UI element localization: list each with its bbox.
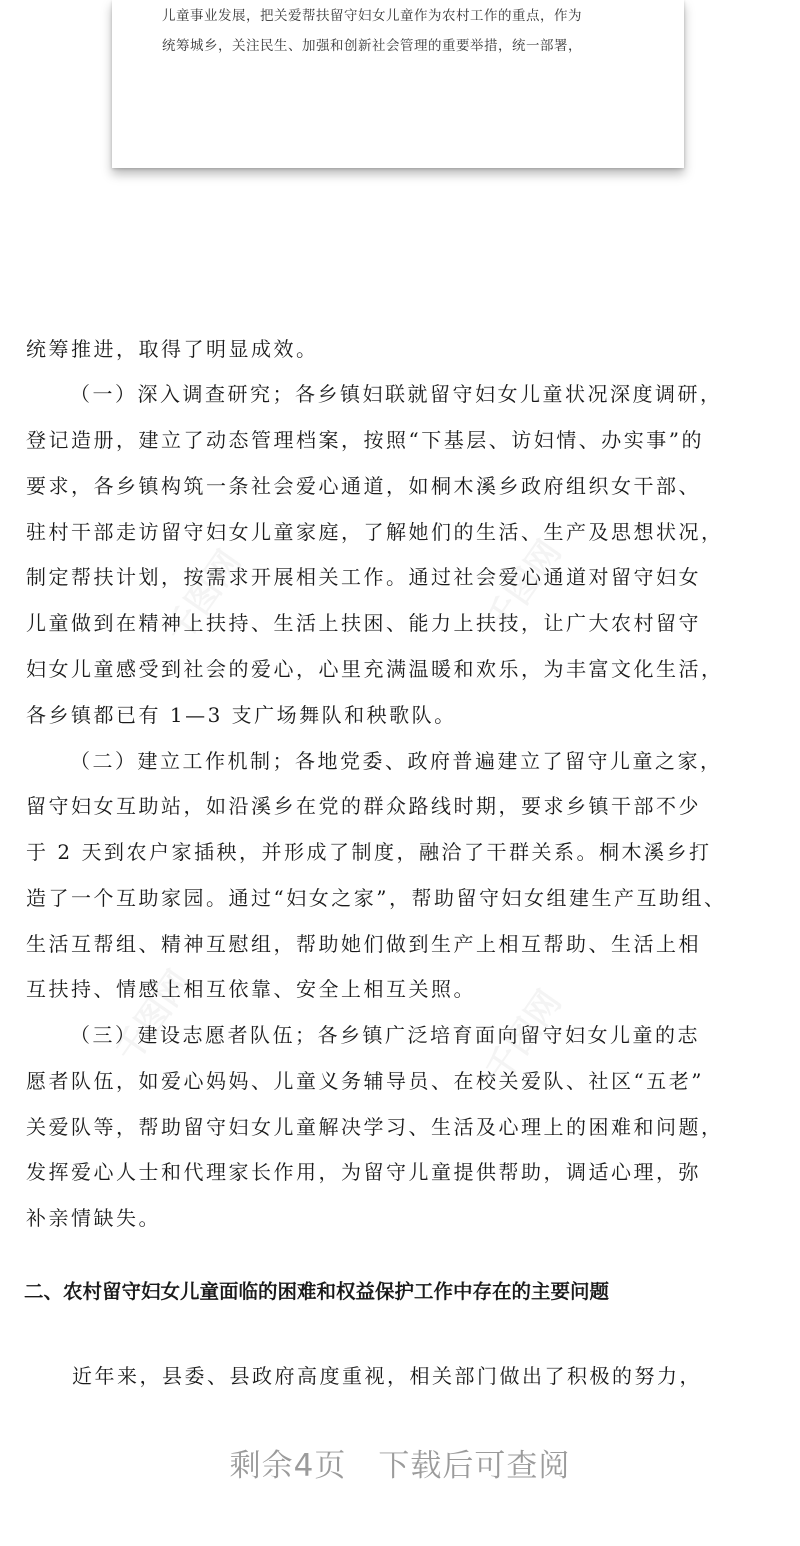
paragraph-line: 驻村干部走访留守妇女儿童家庭，了解她们的生活、生产及思想状况， xyxy=(26,520,724,544)
remaining-pages-notice[interactable]: 剩余4页 下载后可查阅 xyxy=(229,1448,571,1484)
paragraph-line: 要求，各乡镇构筑一条社会爱心通道，如桐木溪乡政府组织女干部、 xyxy=(26,474,701,498)
paragraph-line: 补亲情缺失。 xyxy=(26,1206,161,1230)
paragraph-line: 留守妇女互助站，如沿溪乡在党的群众路线时期，要求乡镇干部不少 xyxy=(26,794,701,818)
paragraph-line: 儿童做到在精神上扶持、生活上扶困、能力上扶技，让广大农村留守 xyxy=(26,611,701,635)
paragraph-line: （一）深入调查研究；各乡镇妇联就留守妇女儿童状况深度调研， xyxy=(70,382,723,406)
section-heading: 二、农村留守妇女儿童面临的困难和权益保护工作中存在的主要问题 xyxy=(24,1280,610,1303)
preview-line: 统筹城乡，关注民生、加强和创新社会管理的重要举措，统一部署， xyxy=(162,38,582,54)
paragraph-line: 造了一个互助家园。通过“妇女之家”，帮助留守妇女组建生产互助组、 xyxy=(26,886,727,910)
paragraph-line: 发挥爱心人士和代理家长作用，为留守儿童提供帮助，调适心理，弥 xyxy=(26,1160,701,1184)
paragraph-line: 登记造册，建立了动态管理档案，按照“下基层、访妇情、办实事”的 xyxy=(26,428,704,452)
paragraph-line: 关爱队等，帮助留守妇女儿童解决学习、生活及心理上的困难和问题， xyxy=(26,1115,724,1139)
paragraph-line: （三）建设志愿者队伍；各乡镇广泛培育面向留守妇女儿童的志 xyxy=(70,1023,700,1047)
preview-line: 儿童事业发展，把关爱帮扶留守妇女儿童作为农村工作的重点，作为 xyxy=(162,8,582,24)
paragraph-line: 统筹推进，取得了明显成效。 xyxy=(26,337,319,361)
paragraph-line: 近年来，县委、县政府高度重视，相关部门做出了积极的努力， xyxy=(72,1364,702,1388)
paragraph-line: 愿者队伍，如爱心妈妈、儿童义务辅导员、在校关爱队、社区“五老” xyxy=(26,1069,704,1093)
paragraph-line: 妇女儿童感受到社会的爱心，心里充满温暖和欢乐，为丰富文化生活， xyxy=(26,657,724,681)
paragraph-line: 于 2 天到农户家插秧，并形成了制度，融洽了干群关系。桐木溪乡打 xyxy=(26,840,712,864)
preview-page-card xyxy=(112,0,684,168)
paragraph-line: 制定帮扶计划，按需求开展相关工作。通过社会爱心通道对留守妇女 xyxy=(26,565,701,589)
paragraph-line: 互扶持、情感上相互依靠、安全上相互关照。 xyxy=(26,977,476,1001)
paragraph-line: 各乡镇都已有 1—3 支广场舞队和秧歌队。 xyxy=(26,703,457,727)
paragraph-line: （二）建立工作机制；各地党委、政府普遍建立了留守儿童之家， xyxy=(70,749,723,773)
paragraph-line: 生活互帮组、精神互慰组，帮助她们做到生产上相互帮助、生活上相 xyxy=(26,932,701,956)
